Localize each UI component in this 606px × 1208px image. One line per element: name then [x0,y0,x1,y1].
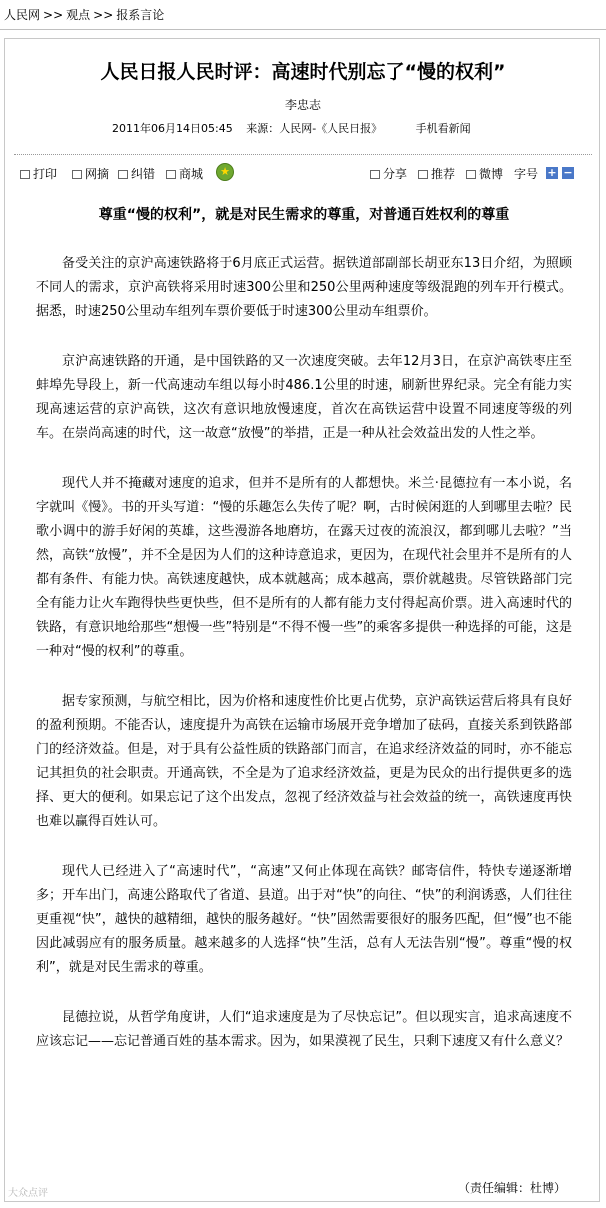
mall-label: 商城 [179,167,204,181]
correct-button[interactable] [118,165,155,182]
paragraph: 昆德拉说，从哲学角度讲，人们“追求速度是为了尽快忘记”。但以现实言，追求高速度不应该忘记——忘记普通百姓的基本需求。因为，如果漠视了民生，只剩下速度又有什么意义？ [36,1010,572,1049]
article-meta [112,120,481,136]
breadcrumb-opinion-link[interactable]: 观点 [66,8,91,22]
recommend-button[interactable] [418,165,455,182]
paragraph: 备受关注的京沪高速铁路将于6月底正式运营。据铁道部副部长胡亚东13日介绍，为照顾不同人的需求，京沪高铁将采用时速300公里和250公里两种速度等级混跑的列车开行模式。据悉，时速250公里动车组列车票价要低于时速300公里动车组票价。 [36,256,572,319]
breadcrumb-separator: >> [43,8,64,22]
mail-icon [418,170,428,179]
mail-icon [166,170,176,179]
font-increase-button[interactable]: + [547,166,557,179]
breadcrumb-home-link[interactable]: 人民网 [4,8,41,22]
divider [14,154,592,155]
print-label: 打印 [33,167,58,181]
share-icon [370,170,380,179]
article-datetime: 2011年06月14日05:45 [112,122,233,135]
mall-button[interactable] [166,165,203,182]
printer-icon [20,170,30,179]
weibo-button[interactable] [466,165,503,182]
article-author: 李忠志 [284,98,321,112]
correct-label: 纠错 [131,167,156,181]
print-button[interactable] [20,165,57,182]
font-decrease-button[interactable]: − [563,166,573,179]
article-subhead: 尊重“慢的权利”，就是对民生需求的尊重，对普通百姓权利的尊重 [98,207,510,223]
bookmark-icon [72,170,82,179]
responsible-editor: （责任编辑：杜博） [458,1181,567,1195]
netpick-button[interactable] [72,165,109,182]
breadcrumb-separator: >> [93,8,114,22]
font-size-label: 字号 [514,167,539,181]
paragraph: 现代人已经进入了“高速时代”，“高速”又何止体现在高铁？邮寄信件，特快专递逐渐增多；开车出门，高速公路取代了省道、县道。出于对“快”的向往、“快”的利润诱惑，人们往往更重视“快”，越快的越精细，越快的服务越好。“快”固然需要很好的服务匹配，但“慢”也不能因此减弱应有的服务质量。越来越多的人选择“快”生活，总有人无法告别“慢”。尊重“慢的权利”，就是对民生需求的尊重。 [36,864,572,975]
mobile-news-link[interactable]: 手机看新闻 [415,122,471,135]
mail-icon [118,170,128,179]
paragraph: 据专家预测，与航空相比，因为价格和速度性价比更占优势，京沪高铁运营后将具有良好的盈利预期。不能否认，速度提升为高铁在运输市场展开竞争增加了砝码，直接关系到铁路部门的经济效益。但是，对于具有公益性质的铁路部门而言，在追求经济效益的同时，亦不能忘记其担负的社会职责。开通高铁，不全是为了追求经济效益，更是为民众的出行提供更多的选择、更大的便利。如果忘记了这个出发点，忽视了经济效益与社会效益的统一，高铁速度再快也难以赢得百姓认可。 [36,694,572,829]
share-button[interactable] [370,165,407,182]
breadcrumb-section-link[interactable]: 报系言论 [116,8,165,22]
article-body [36,204,572,1080]
paragraph: 现代人并不掩藏对速度的追求，但并不是所有的人都想快。米兰·昆德拉有一本小说，名字就叫《慢》。书的开头写道：“慢的乐趣怎么失传了呢？啊，古时候闲逛的人到哪里去啦？民歌小调中的游手好闲的英雄，这些漫游各地磨坊，在露天过夜的流浪汉，都到哪儿去啦？”当然，高铁“放慢”，并不全是因为人们的这种诗意追求，更因为，在现代社会里并不是所有的人都有条件、有能力快。高铁速度越快，成本就越高；成本越高，票价就越贵。尽管铁路部门完全有能力让火车跑得快些更快些，但不是所有的人都有能力支付得起高价票。进入高速时代的铁路，有意识地给那些“想慢一些”特别是“不得不慢一些”的乘客多提供一种选择的可能，这是一种对“慢的权利”的尊重。 [36,476,572,659]
share-label: 分享 [383,167,408,181]
paragraph: 京沪高速铁路的开通，是中国铁路的又一次速度突破。去年12月3日，在京沪高铁枣庄至蚌埠先导段上，新一代高速动车组以每小时486.1公里的时速，刷新世界纪录。完全有能力实现高速运营的京沪高铁，这次有意识地放慢速度，首次在高铁运营中设置不同速度等级的列车。在崇尚高速的时代，这一故意“放慢”的举措，正是一种从社会效益出发的人性之举。 [36,354,572,441]
breadcrumb [0,0,606,30]
watermark: 大众点评 [8,1188,48,1199]
weibo-icon [466,170,476,179]
recommend-label: 推荐 [431,167,456,181]
article-source: 来源：人民网-《人民日报》 [246,122,383,135]
article-title: 人民日报人民时评：高速时代别忘了“慢的权利” [100,61,506,83]
weibo-label: 微博 [479,167,504,181]
badge-icon[interactable]: ★ [216,163,234,181]
article-toolbar [20,165,580,183]
netpick-label: 网摘 [85,167,110,181]
